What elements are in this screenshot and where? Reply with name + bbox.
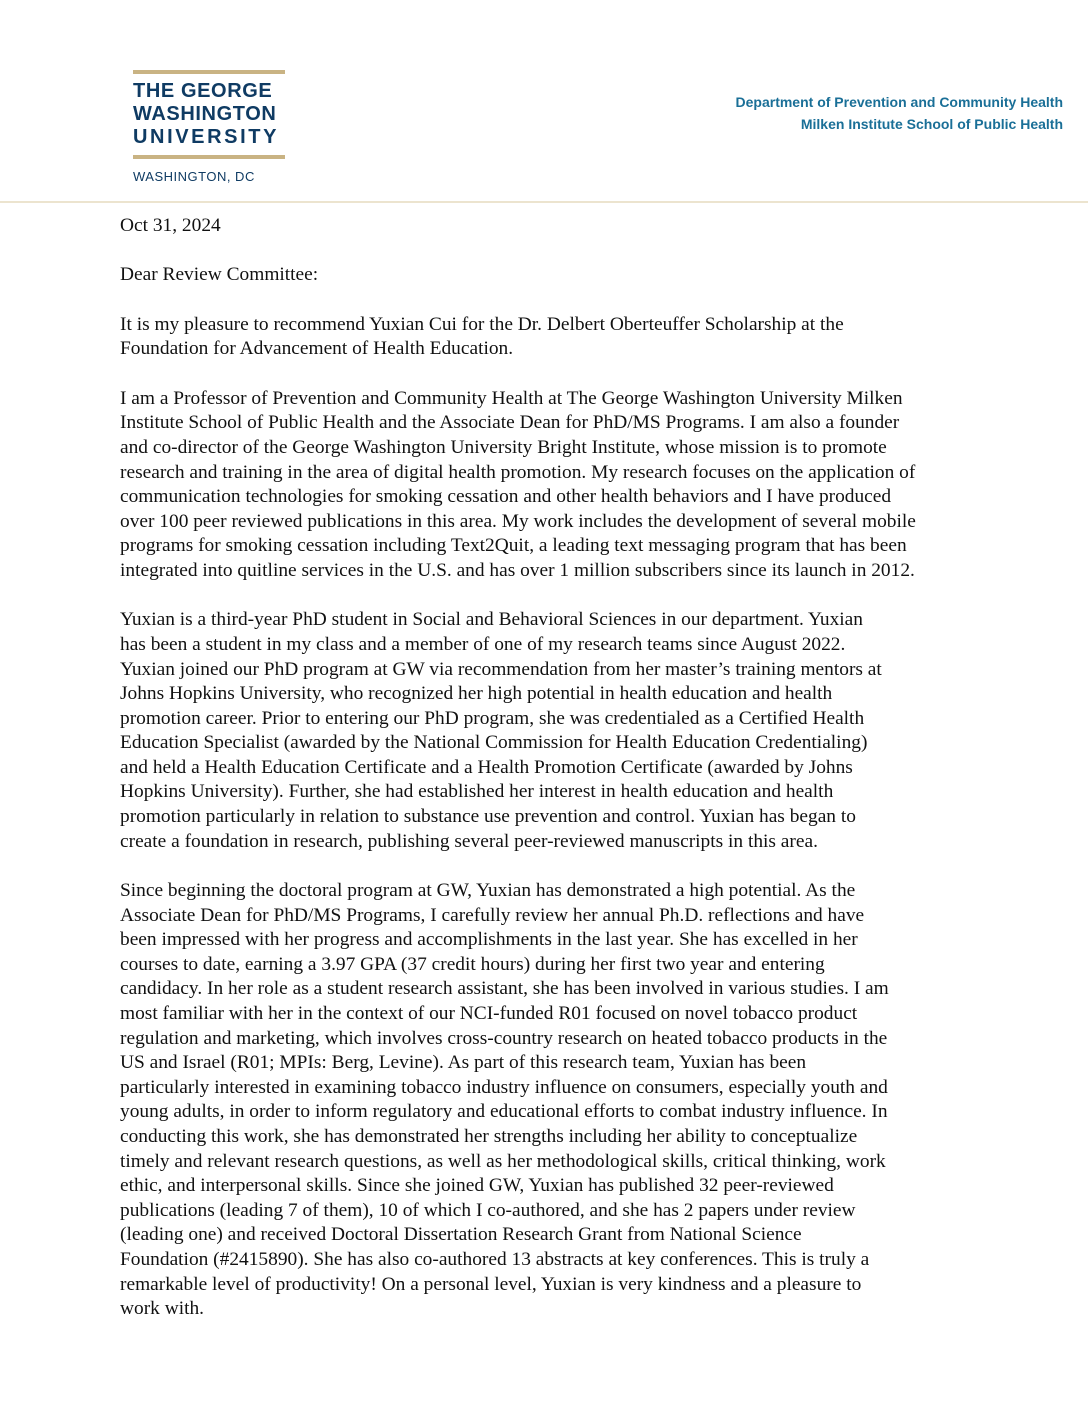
paragraph-line: ethic, and interpersonal skills. Since she joined GW, Yuxian has published 32 peer-reviewed: [120, 1175, 834, 1197]
logo-bottom-rule: [133, 155, 285, 159]
header-divider: [0, 201, 1088, 203]
paragraph-line: regulation and marketing, which involves cross-country research on heated tobacco products in the: [120, 1027, 888, 1049]
paragraph-accomplishments: [120, 879, 1015, 1322]
paragraph-line: remarkable level of productivity! On a personal level, Yuxian is very kindness and a pleasure to: [120, 1273, 862, 1295]
paragraph-line: conducting this work, she has demonstrated her strengths including her ability to conceptualize: [120, 1125, 858, 1147]
paragraph-line: I am a Professor of Prevention and Community Health at The George Washington University Milken: [120, 387, 903, 409]
department-header: [736, 91, 1063, 135]
paragraph-line: US and Israel (R01; MPIs: Berg, Levine). As part of this research team, Yuxian has been: [120, 1052, 807, 1074]
paragraph-intro: [120, 313, 1015, 362]
salutation-text: Dear Review Committee:: [120, 264, 319, 286]
logo-top-rule: [133, 70, 285, 74]
paragraph-line: young adults, in order to inform regulatory and educational efforts to combat industry influence. In: [120, 1101, 888, 1123]
paragraph-line: Johns Hopkins University, who recognized her high potential in health education and health: [120, 683, 833, 705]
logo-line-1: THE GEORGE: [133, 80, 273, 102]
date-text: Oct 31, 2024: [120, 215, 221, 236]
paragraph-line: promotion career. Prior to entering our PhD program, she was credentialed as a Certified Health: [120, 707, 865, 729]
paragraph-line: integrated into quitline services in the U.S. and has over 1 million subscribers since its launch in 2012.: [120, 559, 915, 581]
paragraph-line: Institute School of Public Health and the Associate Dean for PhD/MS Programs. I am also a founder: [120, 412, 900, 434]
paragraph-line: has been a student in my class and a member of one of my research teams since August 2022.: [120, 633, 846, 655]
department-name: Department of Prevention and Community Health: [735, 94, 1063, 110]
logo-line-2: WASHINGTON: [133, 103, 277, 125]
paragraph-student-background: [120, 608, 1015, 854]
letter-salutation: [120, 263, 1015, 288]
paragraph-line: create a foundation in research, publishing several peer-reviewed manuscripts in this area.: [120, 830, 818, 852]
paragraph-line: been impressed with her progress and accomplishments in the last year. She has excelled in her: [120, 929, 858, 951]
paragraph-line: work with.: [120, 1298, 205, 1320]
logo-city: WASHINGTON, DC: [133, 169, 255, 184]
paragraph-line: publications (leading 7 of them), 10 of which I co-authored, and she has 2 papers under review: [120, 1199, 856, 1221]
paragraph-recommender-background: [120, 387, 1015, 584]
paragraph-line: timely and relevant research questions, as well as her methodological skills, critical thinking, work: [120, 1150, 886, 1172]
paragraph-line: communication technologies for smoking cessation and other health behaviors and I have produced: [120, 486, 892, 508]
paragraph-line: Hopkins University). Further, she had established her interest in health education and health: [120, 781, 834, 803]
paragraph-line: Foundation (#2415890). She has also co-authored 13 abstracts at key conferences. This is truly a: [120, 1248, 870, 1270]
paragraph-line: Since beginning the doctoral program at GW, Yuxian has demonstrated a high potential. As the: [120, 880, 856, 902]
school-name: Milken Institute School of Public Health: [800, 116, 1063, 132]
paragraph-line: research and training in the area of digital health promotion. My research focuses on the application of: [120, 461, 916, 483]
paragraph-line: candidacy. In her role as a student research assistant, she has been involved in various studies. I am: [120, 978, 889, 1000]
paragraph-line: (leading one) and received Doctoral Dissertation Research Grant from National Science: [120, 1224, 802, 1246]
paragraph-line: programs for smoking cessation including Text2Quit, a leading text messaging program that has been: [120, 535, 907, 557]
paragraph-line: promotion particularly in relation to substance use prevention and control. Yuxian has began to: [120, 806, 856, 828]
university-logo: [133, 70, 285, 184]
paragraph-line: over 100 peer reviewed publications in this area. My work includes the development of several mobile: [120, 510, 916, 532]
paragraph-line: and held a Health Education Certificate and a Health Promotion Certificate (awarded by Johns: [120, 756, 853, 778]
paragraph-line: It is my pleasure to recommend Yuxian Cui for the Dr. Delbert Oberteuffer Scholarship at the: [120, 313, 844, 335]
paragraph-line: courses to date, earning a 3.97 GPA (37 credit hours) during her first two year and entering: [120, 953, 825, 975]
paragraph-line: most familiar with her in the context of our NCI-funded R01 focused on novel tobacco product: [120, 1003, 858, 1025]
letter-date: [120, 214, 1015, 239]
paragraph-line: particularly interested in examining tobacco industry influence on consumers, especially youth and: [120, 1076, 888, 1098]
paragraph-line: Foundation for Advancement of Health Education.: [120, 338, 514, 360]
logo-line-3: UNIVERSITY: [133, 126, 280, 148]
paragraph-line: Associate Dean for PhD/MS Programs, I carefully review her annual Ph.D. reflections and have: [120, 904, 865, 926]
paragraph-line: Education Specialist (awarded by the National Commission for Health Education Credentialing): [120, 732, 868, 754]
paragraph-line: Yuxian is a third-year PhD student in Social and Behavioral Sciences in our department. Yuxian: [120, 609, 863, 631]
paragraph-line: and co-director of the George Washington University Bright Institute, whose mission is to promote: [120, 436, 887, 458]
paragraph-line: Yuxian joined our PhD program at GW via recommendation from her master’s training mentors at: [120, 658, 882, 680]
letter-body: [120, 214, 1015, 1347]
